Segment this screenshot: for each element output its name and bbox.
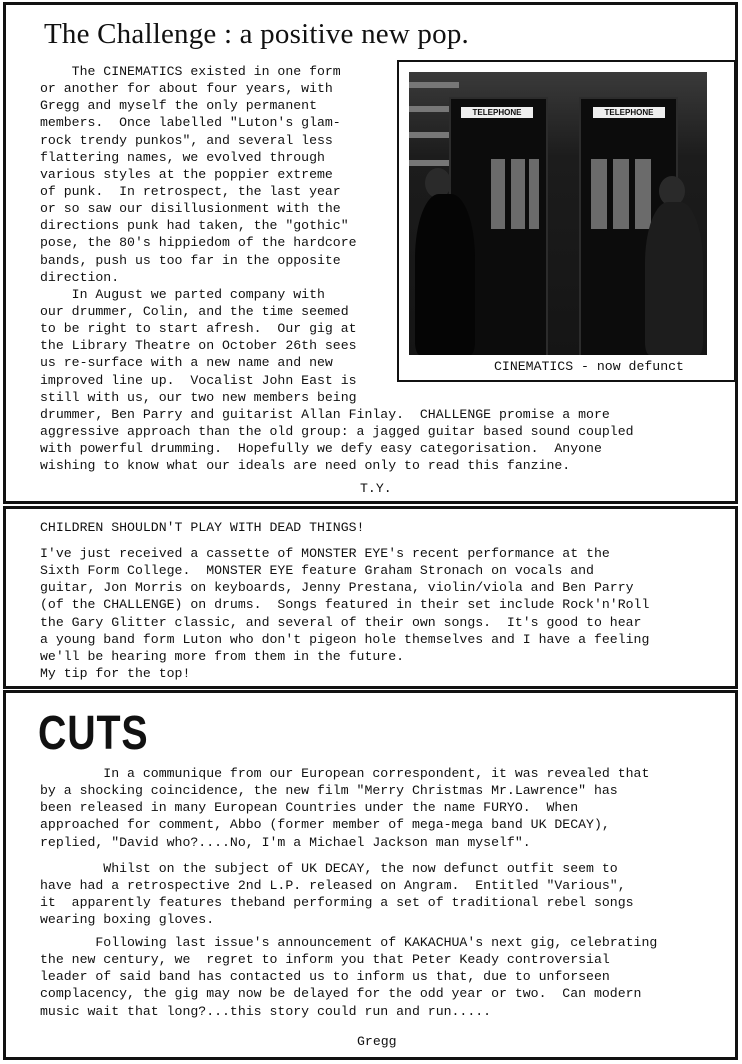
booth-sign: TELEPHONE [593, 107, 665, 118]
body-line: wearing boxing gloves. [40, 912, 215, 928]
body-line: guitar, Jon Morris on keyboards, Jenny Prestana, violin/viola and Ben Parry [40, 580, 634, 596]
photo-caption: CINEMATICS - now defunct [494, 359, 684, 374]
body-line: the Library Theatre on October 26th sees [40, 338, 357, 354]
body-line: improved line up. Vocalist John East is [40, 372, 357, 388]
body-line: we'll be hearing more from them in the future. [40, 648, 405, 664]
body-line: with powerful drumming. Hopefully we defy easy categorisation. Anyone [40, 441, 602, 457]
band-photo [409, 72, 707, 355]
page-title: The Challenge : a positive new pop. [44, 18, 469, 50]
body-line: replied, "David who?....No, I'm a Michael Jackson man myself". [40, 834, 531, 850]
body-line: been released in many European Countries under the name FURYO. When [40, 800, 579, 816]
person-figure [645, 202, 703, 355]
body-line: flattering names, we evolved through [40, 149, 325, 165]
body-line: I've just received a cassette of MONSTER EYE's recent performance at the [40, 546, 610, 561]
body-line: our drummer, Colin, and the time seemed [40, 303, 349, 319]
body-line: In a communique from our European correspondent, it was revealed that [40, 766, 650, 781]
body-line: In August we parted company with [40, 286, 325, 302]
body-line: the new century, we regret to inform you that Peter Keady controversial [40, 952, 610, 968]
body-line: My tip for the top! [40, 665, 191, 681]
body-line: by a shocking coincidence, the new film "Merry Christmas Mr.Lawrence" has [40, 783, 618, 799]
cuts-paragraph [40, 860, 634, 929]
booth-sign: TELEPHONE [461, 107, 533, 118]
body-line: members. Once labelled "Luton's glam- [40, 115, 341, 131]
body-line: The CINEMATICS existed in one form [40, 64, 341, 79]
body-line: pose, the 80's hippiedom of the hardcore [40, 235, 357, 251]
body-line: rock trendy punkos", and several less [40, 132, 333, 148]
body-line: Sixth Form College. MONSTER EYE feature Graham Stronach on vocals and [40, 563, 594, 579]
article-heading: CHILDREN SHOULDN'T PLAY WITH DEAD THINGS! [40, 520, 365, 535]
body-line: of punk. In retrospect, the last year [40, 183, 341, 199]
body-line: or so saw our disillusionment with the [40, 201, 341, 217]
signature: Gregg [357, 1034, 397, 1049]
cuts-heading: CUTS [38, 707, 149, 760]
body-line: still with us, our two new members being [40, 389, 357, 405]
body-line: it apparently features theband performing a set of traditional rebel songs [40, 895, 634, 911]
body-line: Whilst on the subject of UK DECAY, the now defunct outfit seem to [40, 861, 618, 876]
body-line: drummer, Ben Parry and guitarist Allan Finlay. CHALLENGE promise a more [40, 406, 610, 422]
body-line: have had a retrospective 2nd L.P. released on Angram. Entitled "Various", [40, 878, 626, 894]
cuts-paragraph [40, 765, 649, 851]
body-line: (of the CHALLENGE) on drums. Songs featured in their set include Rock'n'Roll [40, 597, 650, 613]
person-figure [415, 194, 475, 355]
body-line: a young band form Luton who don't pigeon hole themselves and I have a feeling [40, 631, 650, 647]
body-line: wishing to know what our ideals are need only to read this fanzine. [40, 458, 571, 474]
body-line: leader of said band has contacted us to inform us that, due to unforseen [40, 969, 610, 985]
body-line: direction. [40, 269, 120, 285]
body-line: directions punk had taken, the "gothic" [40, 218, 349, 234]
body-line: Gregg and myself the only permanent [40, 98, 317, 114]
body-line: various styles at the poppier extreme [40, 166, 333, 182]
body-line: aggressive approach than the old group: a jagged guitar based sound coupled [40, 423, 634, 439]
body-line: to be right to start afresh. Our gig at [40, 321, 357, 337]
body-line: approached for comment, Abbo (former member of mega-mega band UK DECAY), [40, 817, 610, 833]
body-line: complacency, the gig may now be delayed for the odd year or two. Can modern [40, 986, 642, 1002]
signature: T.Y. [360, 481, 392, 496]
band-photo-frame [397, 60, 736, 382]
body-line: music wait that long?...this story could run and run..... [40, 1003, 492, 1019]
body-line: us re-surface with a new name and new [40, 355, 333, 371]
article-monster-eye-body [40, 545, 649, 682]
body-line: bands, push us too far in the opposite [40, 252, 341, 268]
body-line: the Gary Glitter classic, and several of their own songs. It's good to hear [40, 614, 642, 630]
body-line: Following last issue's announcement of KAKACHUA's next gig, celebrating [40, 935, 658, 950]
cuts-paragraph [40, 934, 657, 1020]
body-line: or another for about four years, with [40, 81, 333, 97]
